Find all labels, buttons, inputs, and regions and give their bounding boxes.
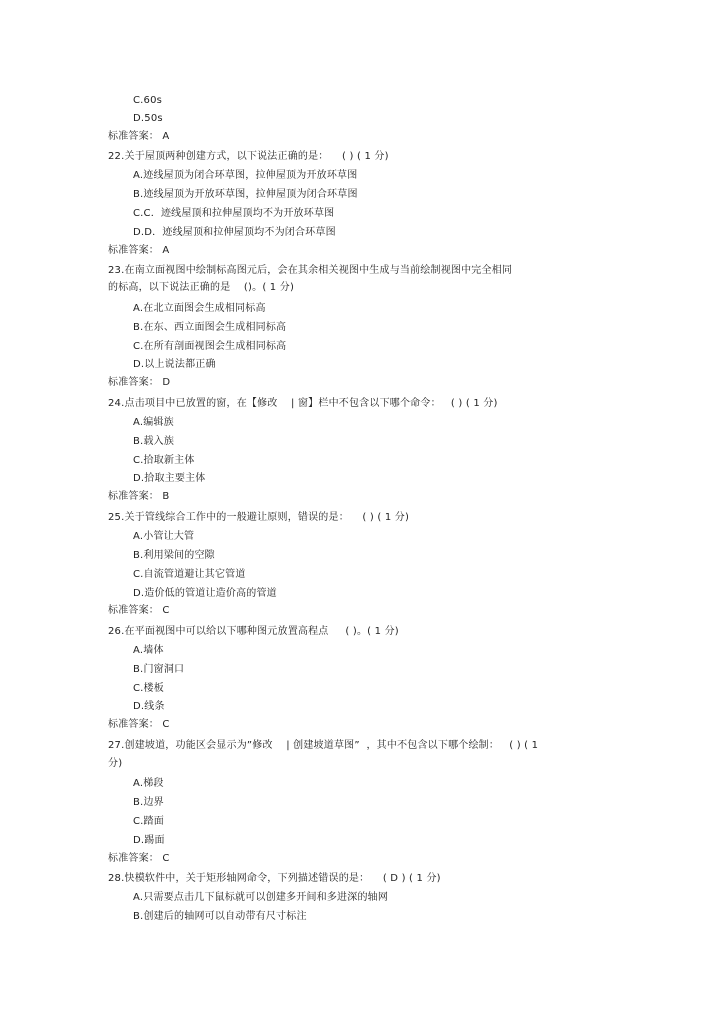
- answer-text: 标准答案： C: [108, 719, 170, 730]
- option-text: B.载入族: [133, 436, 175, 447]
- option-text: C.在所有剖面视图会生成相同标高: [133, 341, 287, 352]
- question-stem: 的标高，以下说法正确的是 ()。( 1 分): [108, 282, 295, 293]
- option-text: C.60s: [133, 95, 163, 106]
- option-text: C.自流管道避让其它管道: [133, 569, 246, 580]
- option-text: D.50s: [133, 113, 163, 124]
- option-text: C.C．迹线屋顶和拉伸屋顶均不为开放环草图: [133, 208, 335, 219]
- option-text: A.梯段: [133, 778, 164, 789]
- answer-text: 标准答案： B: [108, 491, 170, 502]
- option-text: B.利用梁间的空隙: [133, 550, 215, 561]
- question-stem: 22.关于屋顶两种创建方式，以下说法正确的是： ( ) ( 1 分): [108, 151, 389, 162]
- option-text: C.楼板: [133, 683, 164, 694]
- option-text: D.D．迹线屋顶和拉伸屋顶均不为闭合环草图: [133, 227, 336, 238]
- option-text: A.只需要点击几下鼠标就可以创建多开间和多进深的轴网: [133, 892, 389, 903]
- question-stem: 24.点击项目中已放置的窗，在【修改 | 窗】栏中不包含以下哪个命令： ( ) ( 1 分): [108, 398, 498, 409]
- question-stem: 26.在平面视图中可以给以下哪种图元放置高程点 ( )。( 1 分): [108, 626, 399, 637]
- answer-text: 标准答案： A: [108, 131, 170, 142]
- answer-text: 标准答案： C: [108, 605, 170, 616]
- option-text: C.拾取新主体: [133, 455, 195, 466]
- question-stem: 分): [108, 758, 123, 769]
- option-text: A.小管让大管: [133, 531, 195, 542]
- answer-text: 标准答案： D: [108, 377, 171, 388]
- option-text: B.门窗洞口: [133, 664, 185, 675]
- option-text: B.创建后的轴网可以自动带有尺寸标注: [133, 911, 307, 922]
- question-stem: 27.创建坡道，功能区会显示为”修改 | 创建坡道草图” ，其中不包含以下哪个绘制： ( ) ( 1: [108, 740, 539, 751]
- option-text: A.编辑族: [133, 417, 174, 428]
- option-text: D.踢面: [133, 835, 165, 846]
- option-text: D.造价低的管道让造价高的管道: [133, 588, 277, 599]
- option-text: B.在东、西立面图会生成相同标高: [133, 322, 287, 333]
- option-text: C.踏面: [133, 816, 164, 827]
- option-text: B.迹线屋顶为开放环草图，拉伸屋顶为闭合环草图: [133, 189, 358, 200]
- option-text: D.线条: [133, 701, 165, 712]
- option-text: A.墙体: [133, 645, 164, 656]
- option-text: D.以上说法都正确: [133, 359, 216, 370]
- option-text: A.迹线屋顶为闭合环草图，拉伸屋顶为开放环草图: [133, 170, 358, 181]
- option-text: B.边界: [133, 797, 164, 808]
- answer-text: 标准答案： A: [108, 245, 170, 256]
- option-text: D.拾取主要主体: [133, 473, 206, 484]
- question-stem: 28.快模软件中，关于矩形轴网命令，下列描述错误的是： ( D ) ( 1 分): [108, 873, 441, 884]
- question-stem: 23.在南立面视图中绘制标高图元后，会在其余相关视图中生成与当前绘制视图中完全相同: [108, 265, 513, 276]
- question-stem: 25.关于管线综合工作中的一般避让原则，错误的是： ( ) ( 1 分): [108, 512, 410, 523]
- answer-text: 标准答案： C: [108, 853, 170, 864]
- option-text: A.在北立面图会生成相同标高: [133, 303, 266, 314]
